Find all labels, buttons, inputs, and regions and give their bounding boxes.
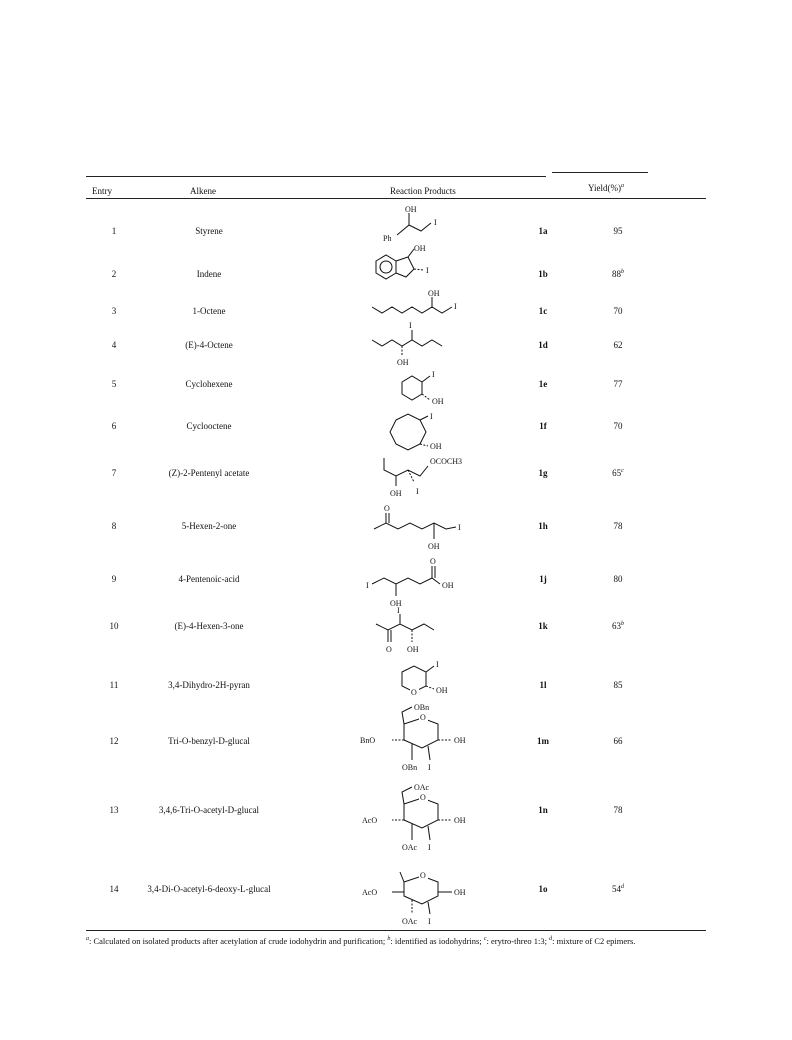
table-row: 12 Tri-O-benzyl-D-glucal 1m 66 xyxy=(109,736,623,746)
structure-1m xyxy=(358,702,498,778)
svg-text:OBn: OBn xyxy=(414,703,430,712)
svg-text:OH: OH xyxy=(407,645,419,654)
svg-text:I: I xyxy=(430,412,433,421)
svg-text:OH: OH xyxy=(397,358,409,367)
svg-text:I: I xyxy=(436,660,439,669)
table-row: 7 (Z)-2-Pentenyl acetate 1g 65$^c$ xyxy=(111,468,624,478)
svg-text:OBn: OBn xyxy=(402,763,418,772)
table-row: 4 (E)-4-Octene 1d 62 xyxy=(111,340,623,350)
svg-text:I: I xyxy=(432,370,435,379)
svg-text:O: O xyxy=(386,645,392,654)
svg-text:I: I xyxy=(366,581,369,590)
svg-text:OH: OH xyxy=(454,736,466,745)
svg-text:O: O xyxy=(420,713,426,722)
structure-1d xyxy=(368,318,488,366)
header-alkene: Alkene xyxy=(190,186,216,196)
structure-1n xyxy=(358,782,498,858)
header-yield: Yield(%)$^a$ xyxy=(588,183,624,193)
svg-text:OAc: OAc xyxy=(402,843,418,852)
svg-text:OH: OH xyxy=(428,542,440,551)
table-top-rule-right xyxy=(552,172,648,173)
svg-text:OH: OH xyxy=(442,581,454,590)
structure-1c xyxy=(368,287,488,321)
structure-1e xyxy=(392,362,472,410)
svg-text:I: I xyxy=(426,266,429,275)
svg-text:I: I xyxy=(428,917,431,926)
svg-text:OH: OH xyxy=(428,289,440,298)
table-row: 8 5-Hexen-2-one 1h 78 xyxy=(111,521,623,531)
structure-1a xyxy=(375,203,465,245)
table-row: 14 3,4-Di-O-acetyl-6-deoxy-L-glucal 1o 54$^d$ xyxy=(109,884,624,894)
table-header-rule xyxy=(86,198,706,199)
svg-text:OH: OH xyxy=(454,888,466,897)
svg-text:OH: OH xyxy=(405,205,417,214)
svg-text:AcO: AcO xyxy=(362,888,378,897)
structure-1b xyxy=(368,243,468,287)
svg-text:Ph: Ph xyxy=(383,234,392,243)
svg-text:I: I xyxy=(428,763,431,772)
svg-text:OH: OH xyxy=(430,442,442,451)
table-row: 6 Cyclooctene 1f 70 xyxy=(111,421,623,431)
svg-text:OH: OH xyxy=(390,489,402,498)
structure-1l xyxy=(392,656,482,706)
structure-1j xyxy=(362,556,492,610)
table-bottom-rule xyxy=(86,930,706,931)
svg-text:O: O xyxy=(430,557,436,566)
svg-text:I: I xyxy=(428,843,431,852)
table-row: 11 3,4-Dihydro-2H-pyran 1l 85 xyxy=(109,680,623,690)
header-products: Reaction Products xyxy=(390,186,456,196)
structure-1o xyxy=(358,862,498,932)
svg-text:I: I xyxy=(409,321,412,330)
header-entry: Entry xyxy=(92,186,112,196)
svg-text:OH: OH xyxy=(454,816,466,825)
svg-text:I: I xyxy=(454,302,457,311)
svg-text:O: O xyxy=(411,688,417,697)
svg-text:BnO: BnO xyxy=(360,736,376,745)
svg-text:OH: OH xyxy=(414,244,426,253)
svg-text:O: O xyxy=(384,504,390,513)
table-row: 13 3,4,6-Tri-O-acetyl-D-glucal 1n 78 xyxy=(109,805,623,815)
table-row: 5 Cyclohexene 1e 77 xyxy=(111,379,623,389)
svg-text:I: I xyxy=(416,487,419,496)
structure-1h xyxy=(370,501,490,555)
svg-text:O: O xyxy=(420,871,426,880)
table-row: 1 Styrene 1a 95 xyxy=(111,226,623,236)
svg-text:OH: OH xyxy=(390,599,402,608)
structure-1k xyxy=(372,606,482,662)
table-row: 3 1-Octene 1c 70 xyxy=(111,306,623,316)
svg-text:I: I xyxy=(434,218,437,227)
svg-text:OH: OH xyxy=(432,397,444,406)
table-row: 9 4-Pentenoic-acid 1j 80 xyxy=(111,574,623,584)
table-footnote: $^a$: Calculated on isolated products after acetylation af crude iodohydrin and purification; $^b$: identified as iodohydrins; $^c$: erytro-threo 1:3; $^d$: mixture of C2 epimers. xyxy=(86,936,636,946)
svg-text:OAc: OAc xyxy=(414,783,430,792)
table-row: 10 (E)-4-Hexen-3-one 1k 63$^b$ xyxy=(109,621,624,631)
svg-text:OCOCH3: OCOCH3 xyxy=(430,457,463,466)
svg-text:I: I xyxy=(397,606,400,615)
svg-text:I: I xyxy=(458,523,461,532)
svg-text:OAc: OAc xyxy=(402,917,418,926)
table-top-rule xyxy=(86,176,546,177)
structure-1g xyxy=(378,452,518,502)
svg-text:OH: OH xyxy=(436,686,448,695)
svg-text:AcO: AcO xyxy=(362,816,378,825)
svg-text:O: O xyxy=(420,793,426,802)
table-row: 2 Indene 1b 88$^b$ xyxy=(111,269,624,279)
